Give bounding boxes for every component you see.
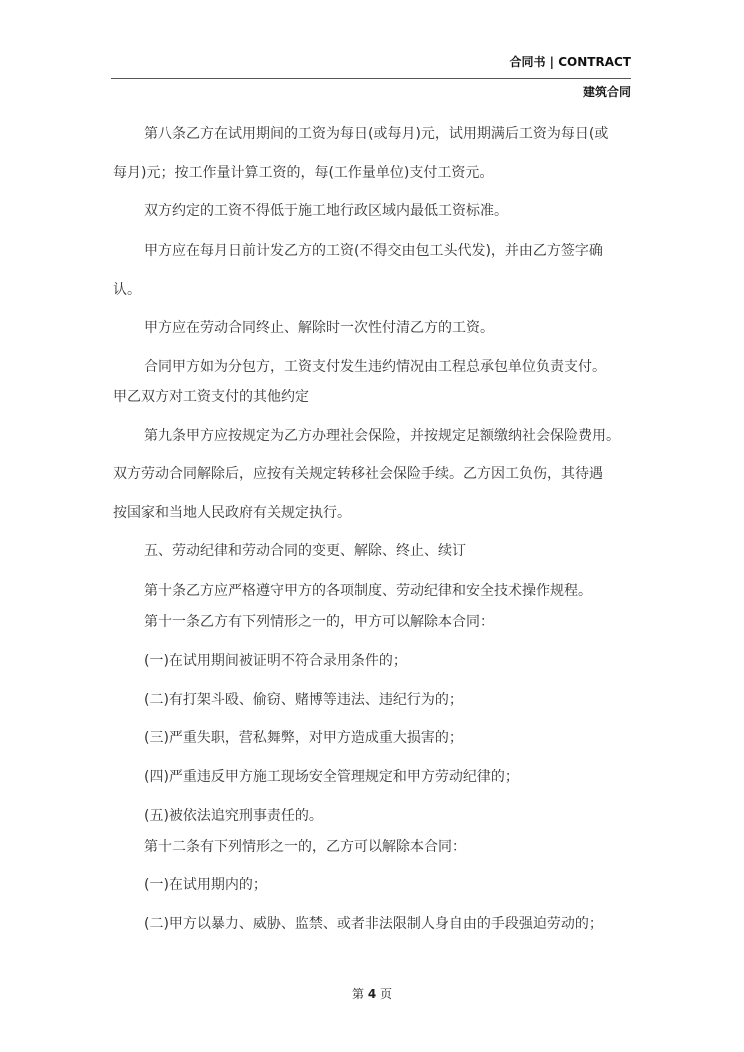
body-line: 认。: [113, 282, 141, 298]
section-heading: 五、劳动纪律和劳动合同的变更、解除、终止、续订: [144, 543, 466, 559]
body-line: 第八条乙方在试用期间的工资为每日(或每月)元，试用期满后工资为每日(或: [144, 126, 609, 142]
header-subtitle: 建筑合同: [582, 85, 631, 99]
body-line: 每月)元；按工作量计算工资的，每(工作量单位)支付工资元。: [113, 165, 494, 181]
page-footer: [0, 985, 744, 1002]
body-line: 按国家和当地人民政府有关规定执行。: [113, 505, 351, 521]
body-line: 合同甲方如为分包方，工资支付发生违约情况由工程总承包单位负责支付。: [144, 359, 606, 375]
body-line: 第九条甲方应按规定为乙方办理社会保险，并按规定足额缴纳社会保险费用。: [144, 428, 620, 444]
header-divider: [111, 78, 631, 79]
header-title: 合同书 | CONTRACT: [509, 55, 631, 69]
list-item: (一)在试用期间被证明不符合录用条件的；: [144, 653, 407, 669]
list-item: (四)严重违反甲方施工现场安全管理规定和甲方劳动纪律的；: [144, 769, 519, 785]
list-item: (五)被依法追究刑事责任的。: [144, 808, 323, 824]
footer-suffix: 页: [380, 987, 393, 1001]
list-item: (三)严重失职，营私舞弊，对甲方造成重大损害的；: [144, 730, 463, 746]
body-line: 甲方应在每月日前计发乙方的工资(不得交由包工头代发)，并由乙方签字确: [144, 243, 603, 259]
body-line: 第十二条有下列情形之一的，乙方可以解除本合同：: [144, 839, 466, 855]
list-item: (二)甲方以暴力、威胁、监禁、或者非法限制人身自由的手段强迫劳动的；: [144, 916, 603, 932]
body-line: 双方约定的工资不得低于施工地行政区域内最低工资标准。: [144, 203, 508, 219]
list-item: (二)有打架斗殴、偷窃、赌博等违法、违纪行为的；: [144, 692, 463, 708]
page-number: 4: [367, 987, 377, 1001]
body-line: 双方劳动合同解除后，应按有关规定转移社会保险手续。乙方因工负伤，其待遇: [113, 466, 603, 482]
body-line: 甲方应在劳动合同终止、解除时一次性付清乙方的工资。: [144, 320, 494, 336]
body-line: 第十一条乙方有下列情形之一的，甲方可以解除本合同：: [144, 614, 494, 630]
body-line: 第十条乙方应严格遵守甲方的各项制度、劳动纪律和安全技术操作规程。: [144, 583, 592, 599]
list-item: (一)在试用期内的；: [144, 877, 267, 893]
footer-prefix: 第: [351, 987, 364, 1001]
body-line: 甲乙双方对工资支付的其他约定: [113, 389, 309, 405]
